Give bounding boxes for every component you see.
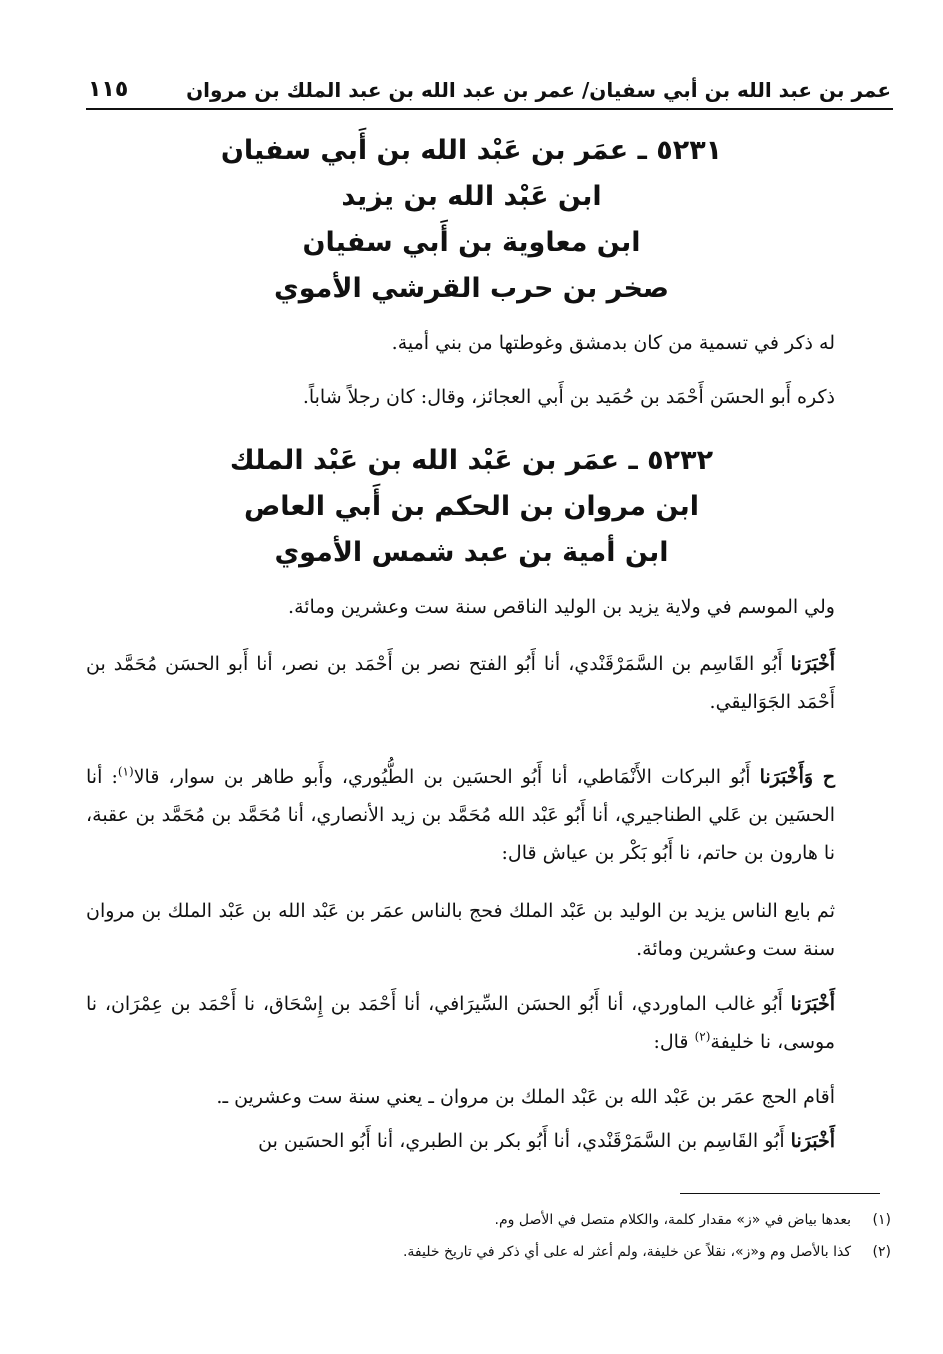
akhbarana-lead: أَخْبَرَنا	[790, 653, 835, 675]
footnote-number: (١)	[872, 1212, 891, 1228]
paragraph-isnad-2	[86, 758, 835, 872]
footnote-marker: (١)	[117, 764, 134, 779]
paragraph-isnad-1	[86, 645, 835, 721]
paragraph-season: ولي الموسم في ولاية يزيد بن الوليد الناقص سنة ست وعشرين ومائة.	[288, 596, 835, 618]
entry-heading-line: ٥٢٣٢ ـ عمَر بن عَبْد الله بن عَبْد الملك	[229, 445, 714, 476]
akhbarana-lead: أَخْبَرَنا	[790, 993, 835, 1015]
footnote-1	[200, 1208, 891, 1232]
paragraph-text: قال:	[653, 1031, 695, 1053]
entry-heading-5232	[200, 438, 743, 576]
entry-heading-line: ابن عَبْد الله بن يزيد	[341, 181, 602, 212]
footnote-marker: (٢)	[694, 1029, 711, 1044]
running-header-title: عمر بن عبد الله بن أبي سفيان/ عمر بن عبد الله بن عبد الملك بن مروان	[186, 78, 891, 102]
paragraph-narration-2: أقام الحج عمَر بن عَبْد الله بن عَبْد الملك بن مروان ـ يعني سنة ست وعشرين ـ.	[216, 1086, 835, 1108]
entry-heading-line: ابن معاوية بن أَبي سفيان	[302, 227, 641, 258]
entry-heading-line: صخر بن حرب القرشي الأموي	[273, 273, 669, 304]
footnote-text: بعدها بياض في «ز» مقدار كلمة، والكلام متصل في الأصل وم.	[494, 1212, 851, 1228]
paragraph-mentioned-by: ذكره أَبو الحسَن أَحْمَد بن حُمَيد بن أَبي العجائز، وقال: كان رجلاً شاباً.	[302, 386, 835, 408]
entry-heading-5231	[200, 128, 743, 312]
paragraph-isnad-3	[86, 985, 835, 1061]
paragraph-mention: له ذكر في تسمية من كان بدمشق وغوطتها من بني أمية.	[391, 332, 835, 354]
running-header	[88, 62, 891, 102]
footnote-2	[200, 1240, 891, 1264]
paragraph-text: أَبُو غالب الماوردي، أنا أَبُو الحسَن السِّيرَافي، أنا أَحْمَد بن إِسْحَاق، نا أَحْمَد بن عِمْرَان، نا موسى، نا خليفة	[86, 993, 835, 1053]
wa-akhbarana-lead: ح وَأَخْبَرَنا	[759, 766, 836, 788]
entry-heading-line: ابن مروان بن الحكم بن أَبي العاص	[243, 491, 700, 522]
paragraph-text: : أنا الحسَين بن عَلي الطناجيري، أنا أَبُو عَبْد الله مُحَمَّد بن زيد الأنصاري، أنا مُحَمَّد بن مُحَمَّد بن عقبة، نا هارون بن حاتم، نا أَبُو بَكْر بن عياش قال:	[86, 766, 835, 864]
footnote-text: كذا بالأصل وم و«ز»، نقلاً عن خليفة، ولم أعثر له على أي ذكر في تاريخ خليفة.	[402, 1244, 851, 1260]
footnote-rule	[680, 1193, 880, 1194]
entry-heading-line: ابن أمية بن عبد شمس الأموي	[274, 537, 669, 568]
paragraph-isnad-4	[86, 1122, 835, 1160]
paragraph-text: أَبُو البركات الأَنْمَاطي، أنا أَبُو الحسَين بن الطُّيُوري، وأَبو طاهر بن سوار، قالا	[133, 766, 760, 788]
page-number: ١١٥	[88, 77, 129, 102]
footnote-number: (٢)	[872, 1244, 891, 1260]
header-rule	[86, 108, 893, 110]
akhbarana-lead: أَخْبَرَنا	[790, 1130, 835, 1152]
paragraph-text: أَبُو القَاسِم بن السَّمَرْقَنْدي، أنا أَبُو الفتح نصر بن أَحْمَد بن نصر، أنا أَبو الحسَن مُحَمَّد بن أَحْمَد الجَوَاليقي.	[86, 653, 835, 713]
paragraph-text: أَبُو القَاسِم بن السَّمَرْقَنْدي، أنا أَبُو بكر بن الطبري، أنا أَبُو الحسَين بن	[258, 1130, 791, 1152]
paragraph-narration-1: ثم بايع الناس يزيد بن الوليد بن عَبْد الملك فحج بالناس عمَر بن عَبْد الله بن عَبْد الملك بن مروان سنة ست وعشرين ومائة.	[86, 900, 835, 960]
entry-heading-line: ٥٢٣١ ـ عمَر بن عَبْد الله بن أَبي سفيان	[220, 135, 723, 166]
